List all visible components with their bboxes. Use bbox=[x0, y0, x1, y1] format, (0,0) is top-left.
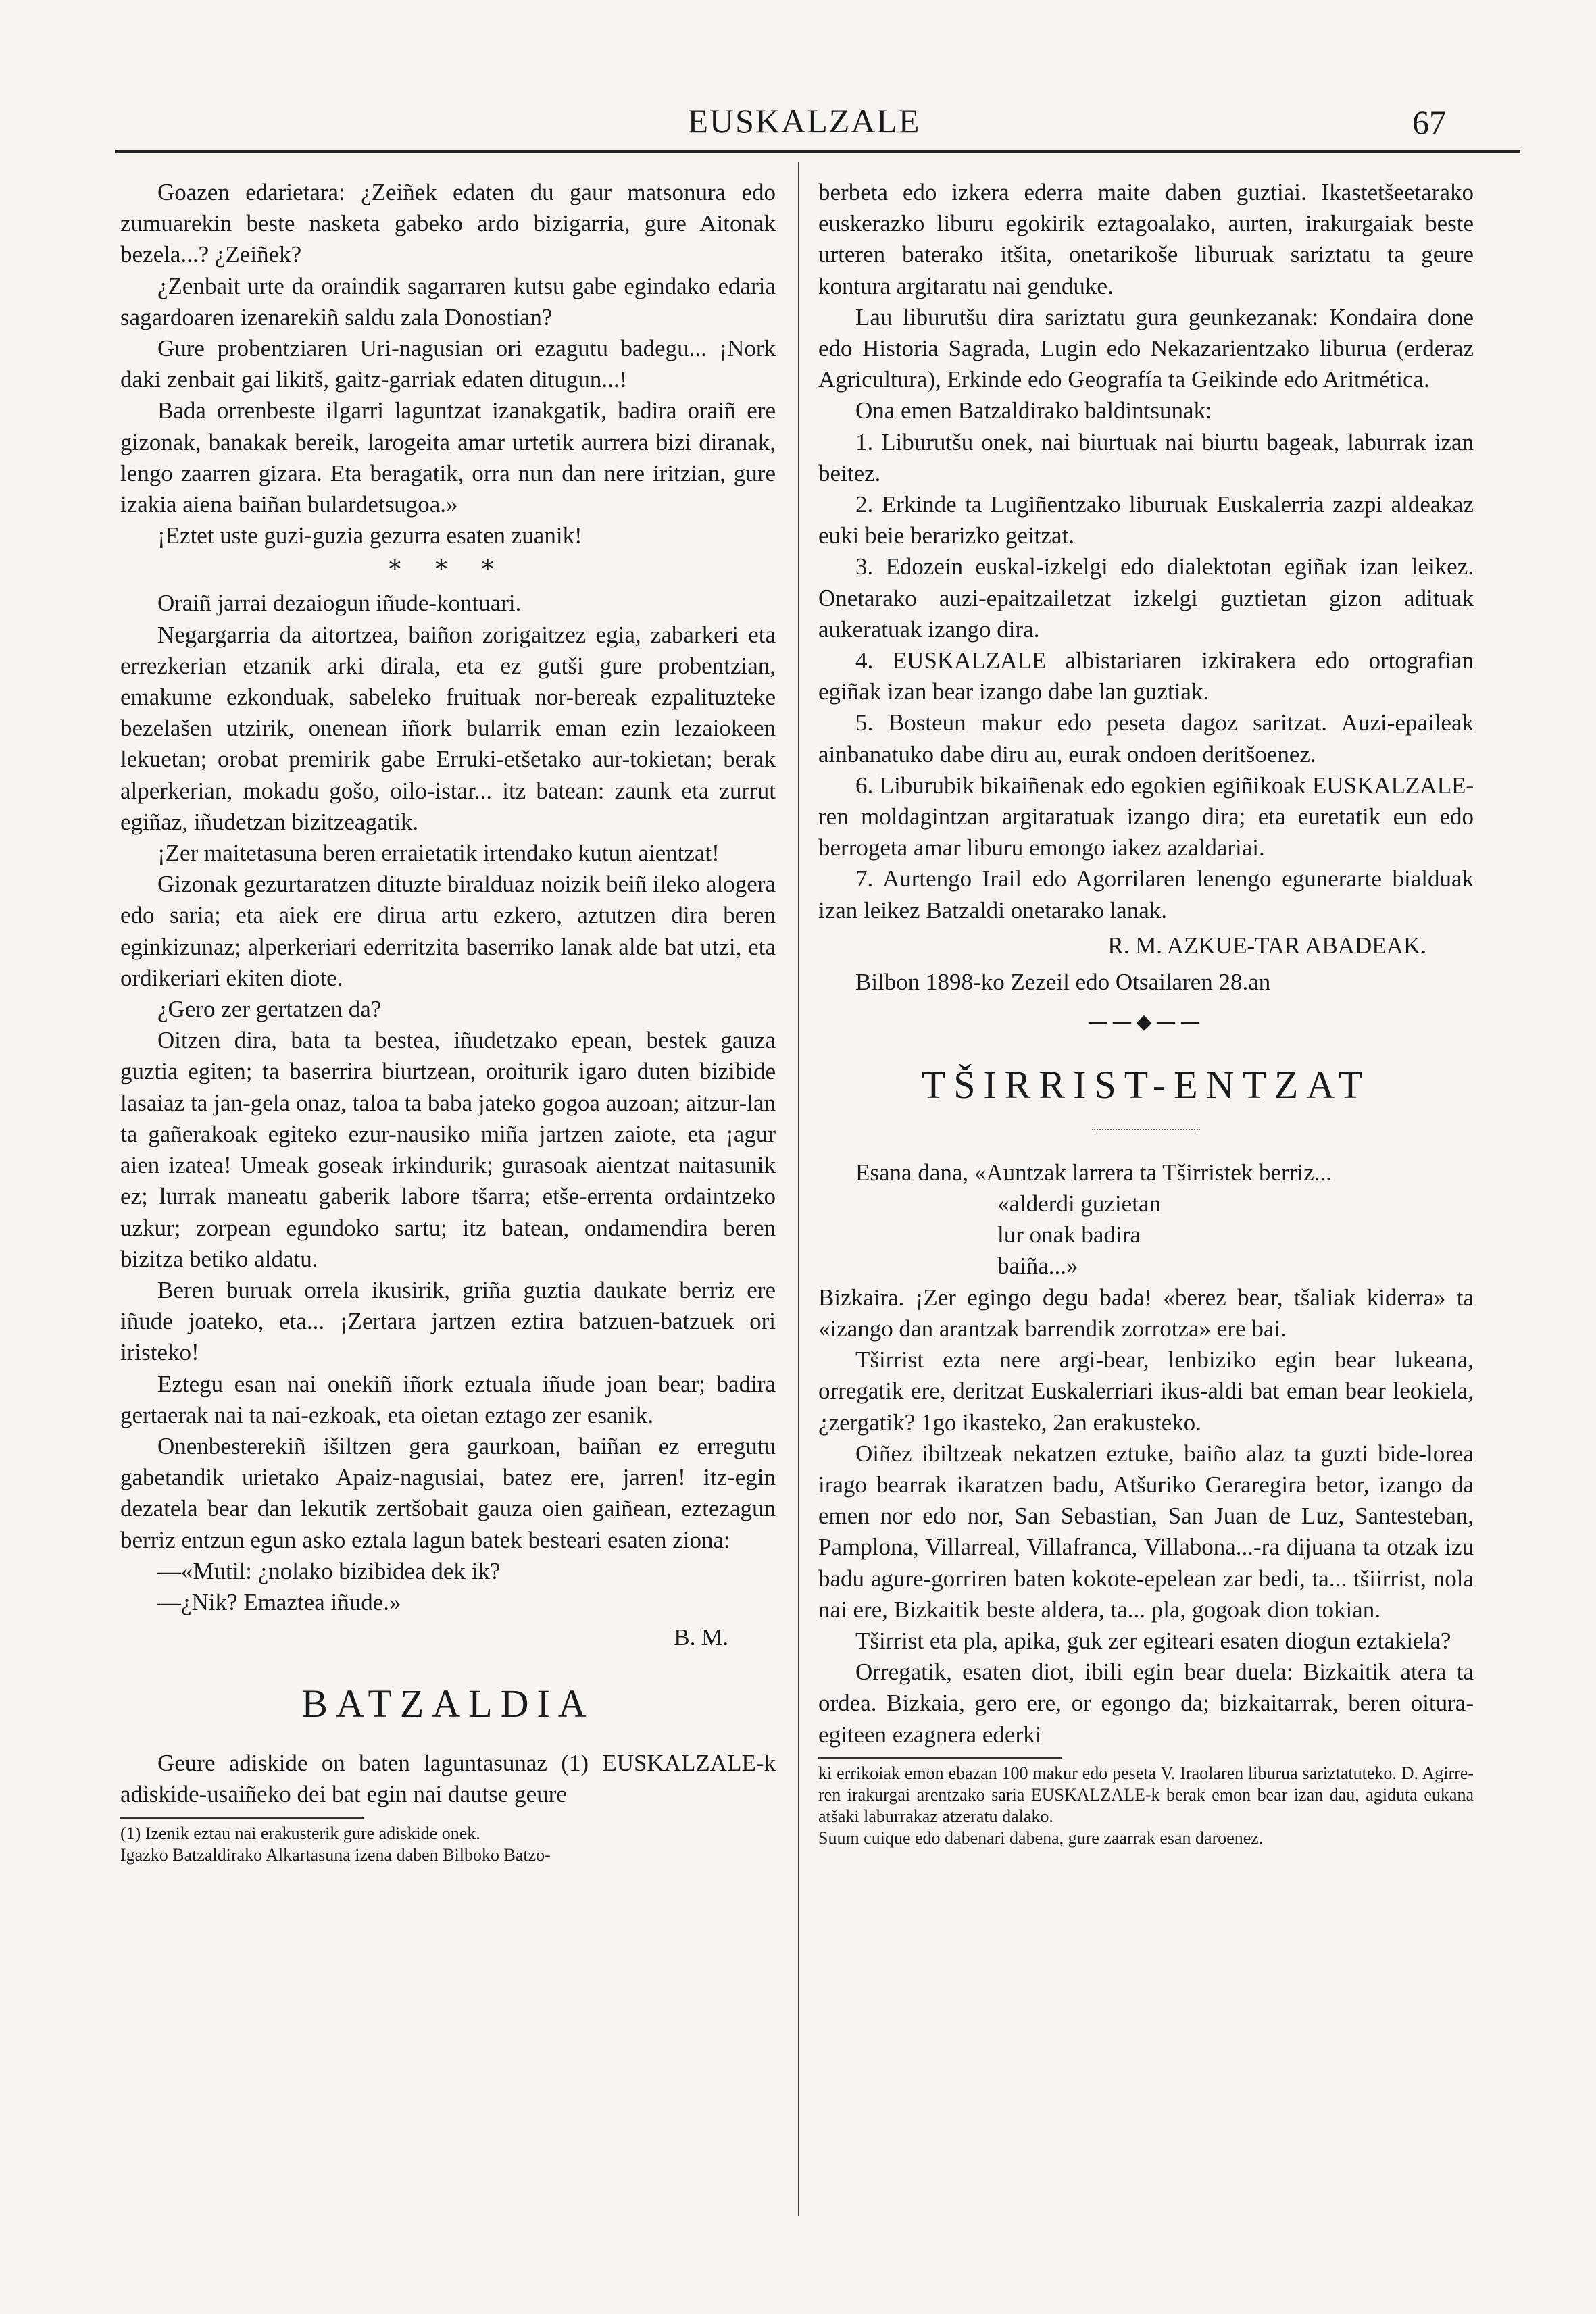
title-underline bbox=[1092, 1129, 1200, 1130]
footnote: Igazko Batzaldirako Alkartasuna izena daben Bilboko Batzo- bbox=[120, 1844, 551, 1865]
paragraph: Esana dana, «Auntzak larrera ta Tširristek berriz... bbox=[855, 1159, 1332, 1186]
paragraph: ¡Eztet uste guzi-guzia gezurra esaten zuanik! bbox=[157, 522, 582, 549]
page-number: 67 bbox=[1412, 103, 1446, 141]
right-column bbox=[818, 177, 1474, 1849]
paragraph: Tširrist ezta nere argi-bear, lenbiziko egin bear lukeana, orregatik ere, deritzat Euskalerriari ikus-aldi bat eman bear leokiela, ¿zergatik? 1go ikasteko, 2an erakusteko. bbox=[818, 1347, 1474, 1436]
paragraph: Bada orrenbeste ilgarri laguntzat izanakgatik, badira oraiñ ere gizonak, banakak bereik, larogeita amar urtetik aurrera bizi diranak, lengo zaarren gizara. Eta beragatik, orra nun dan nere iritzian, gure izakia aiena baiñan bulardetsugoa.» bbox=[120, 397, 776, 518]
footnote: (1) Izenik eztau nai erakusterik gure adiskide onek. bbox=[120, 1823, 480, 1843]
numbered-condition: 1. Liburutšu onek, nai biurtuak nai biurtu bageak, laburrak izan beitez. bbox=[818, 428, 1474, 486]
paragraph: Ona emen Batzaldirako baldintsunak: bbox=[855, 397, 1212, 424]
left-column bbox=[120, 177, 776, 1866]
numbered-condition: 5. Bosteun makur edo peseta dagoz saritzat. Auzi-epaileak ainbanatuko dabe diru au, eurak ondoen deritšoenez. bbox=[818, 709, 1474, 768]
paragraph: berbeta edo izkera ederra maite daben guztiai. Ikastetšeetarako euskerazko liburu egokirik eztagoalako, aurten, irakurgaiak beste urteren baterako itšita, onetarikoše liburuak sariztatu ta geure kontura argitaratu nai genduke. bbox=[818, 179, 1474, 299]
column-divider bbox=[798, 162, 799, 2216]
paragraph: Geure adiskide on baten laguntasunaz (1) EUSKALZALE-k adiskide-usaiñeko dei bat egin nai dautse geure bbox=[120, 1750, 776, 1808]
numbered-condition: 3. Edozein euskal-izkelgi edo dialektotan egiñak izan leikez. Onetarako auzi-epaitzailetzat izkelgi guztietan gizon adituak aukeratuak izango dira. bbox=[818, 553, 1474, 643]
page-header-title: EUSKALZALE bbox=[687, 102, 921, 140]
numbered-condition: 4. EUSKALZALE albistariaren izkirakera edo ortografian egiñak izan bear izango dabe lan guztiak. bbox=[818, 647, 1474, 705]
paragraph: Onenbesterekiñ išiltzen gera gaurkoan, baiñan ez erregutu gabetandik urietako Apaiz-nagusiai, batez ere, jarren! itz-egin dezatela bear dan lekutik zertšobait gauza oien gaiñean, eztezagun berriz entzun egun asko eztala lagun batek besteari esaten ziona: bbox=[120, 1432, 776, 1553]
paragraph: Oiñez ibiltzeak nekatzen eztuke, baiño alaz ta guzti bide-lorea irago bearrak ikaratzen badu, Atšuriko Geraregira betor, izango da emen nor edo nor, San Sebastian, San Juan de Luz, Santesteban, Pamplona, Villarreal, Villafranca, Villabona...-ra dijuana ta otzak izu badu agure-gorriren baten kokote-epelean zar bedi, ta... tšiirrist, nola nai ere, Bizkaitik beste aldera, ta... pla, gogoak dion tokian. bbox=[818, 1440, 1474, 1623]
article-signature: B. M. bbox=[674, 1624, 728, 1651]
paragraph: Beren buruak orrela ikusirik, griña guztia daukate berriz ere iñude joateko, eta... ¡Zertara jartzen eztira batzuen-batzuek ori iristeko! bbox=[120, 1276, 776, 1366]
paragraph: Negargarria da aitortzea, baiñon zorigaitzez egia, zabarkeri eta errezkerian etzanik arki dirala, eta ez gutši gure probentzian, emakume ezkonduak, sabeleko fruituak nor-bereak ezpalituzteke bezelašen utzirik, onenean iñork bularrik eman ezin lezaiokeen lekuetan; orobat premirik gabe Erruki-etšetako aur-tokietan; berak alperkerian, mokadu gošo, oilo-istar... itz batean: zaunk eta zurrut egiñaz, iñudetzan bizitzeagatik. bbox=[120, 621, 776, 835]
paragraph: Eztegu esan nai onekiñ iñork eztuala iñude joan bear; badira gertaerak nai ta nai-ezkoak, eta oietan eztago zer esanik. bbox=[120, 1370, 776, 1428]
paragraph: Orregatik, esaten diot, ibili egin bear duela: Bizkaitik atera ta ordea. Bizkaia, gero ere, or egongo da; bizkaitarrak, beren oitura-egiteen ezagnera ederki bbox=[818, 1659, 1474, 1748]
numbered-condition: 2. Erkinde ta Lugiñentzako liburuak Euskalerria zazpi aldeakaz euki beie berarizko geitzat. bbox=[818, 491, 1474, 549]
footnote-rule bbox=[818, 1757, 1062, 1759]
paragraph: Tširrist eta pla, apika, guk zer egiteari esaten diogun eztakiela? bbox=[855, 1627, 1451, 1654]
paragraph: Goazen edarietara: ¿Zeiñek edaten du gaur matsonura edo zumuarekin beste nasketa gabeko ardo bizigarria, gure Aitonak bezela...? ¿Zeiñek? bbox=[120, 179, 776, 268]
section-title-batzaldia: BATZALDIA bbox=[301, 1682, 595, 1726]
paragraph: Oraiñ jarrai dezaiogun iñude-kontuari. bbox=[157, 590, 522, 617]
section-title-tsirrist: TŠIRRIST-ENTZAT bbox=[921, 1062, 1371, 1107]
ornament-divider: ——◆—— bbox=[1087, 1009, 1205, 1034]
paragraph: ¿Gero zer gertatzen da? bbox=[157, 996, 382, 1023]
verse-line: baiña...» bbox=[997, 1253, 1078, 1280]
dialogue-line: —¿Nik? Emaztea iñude.» bbox=[157, 1588, 401, 1615]
paragraph: Gure probentziaren Uri-nagusian ori ezagutu badegu... ¡Nork daki zenbait gai likitš, gaitz-garriak edaten ditugun...! bbox=[120, 335, 776, 393]
article-signature: R. M. AZKUE-TAR ABADEAK. bbox=[1107, 932, 1426, 959]
numbered-condition: 6. Liburubik bikaiñenak edo egokien egiñikoak EUSKALZALE-ren moldagintzan argitaratuak izango dira; eta euretatik eun edo berrogeta amar liburu emongo iakez azaldariai. bbox=[818, 772, 1474, 861]
paragraph: Bizkaira. ¡Zer egingo degu bada! «berez bear, tšaliak kiderra» ta «izango dan arantzak barrendik zorrotza» ere bai. bbox=[818, 1284, 1474, 1342]
section-break-asterism: * * * bbox=[389, 556, 507, 584]
footnote: Suum cuique edo dabenari dabena, gure zaarrak esan daroenez. bbox=[818, 1828, 1264, 1848]
paragraph: Gizonak gezurtaratzen dituzte biralduaz noizik beiñ ileko alogera edo saria; eta aiek ere dirua artu ezkero, aztutzen dira beren eginkizunaz; alperkeriari ederritzita baserriko lanak alde bat utzi, eta ordikeriari ekiten diote. bbox=[120, 871, 776, 991]
paragraph: Oitzen dira, bata ta bestea, iñudetzako epean, bestek gauza guztia egiten; ta baserrira biurtzean, oroiturik igaro duten bizibide lasaiaz ta jan-gela onaz, taloa ta baba jateko gogoa auzoan; aitzur-lan ta gañerakoak egiteko ezur-nausiko miña jartzen zaiote, eta ¡agur aien izatea! Umeak goseak irkindurik; gurasoak aientzat naitasunik ez; lurrak maneatu gaberik labore tšarra; etše-errenta ordaintzeko uzkur; zorpean egundoko sartu; itz batean, ondamendira beren bizitza betiko aldatu. bbox=[120, 1027, 776, 1272]
verse-line: «alderdi guzietan bbox=[997, 1190, 1161, 1217]
paragraph: ¡Zer maitetasuna beren erraietatik irtendako kutun aientzat! bbox=[157, 840, 720, 867]
header-rule bbox=[115, 150, 1520, 153]
footnote-rule bbox=[120, 1817, 364, 1819]
dialogue-line: —«Mutil: ¿nolako bizibidea dek ik? bbox=[157, 1557, 501, 1584]
verse-line: lur onak badira bbox=[997, 1222, 1141, 1249]
paragraph: ¿Zenbait urte da oraindik sagarraren kutsu gabe egindako edaria sagardoaren izenarekiñ saldu zala Donostian? bbox=[120, 272, 776, 330]
dateline: Bilbon 1898-ko Zezeil edo Otsailaren 28.an bbox=[855, 968, 1271, 995]
footnote: ki errikoiak emon ebazan 100 makur edo peseta V. Iraolaren liburua sariztatuteko. D. Agirre-ren irakurgai arentzako saria EUSKALZALE-k berak emon bear izan dau, agiduta eukana atšaki laburrakaz atzeratu dalako. bbox=[818, 1763, 1474, 1826]
paragraph: Lau liburutšu dira sariztatu gura geunkezanak: Kondaira done edo Historia Sagrada, Lugin edo Nekazarientzako liburua (erderaz Agricultura), Erkinde edo Geografía ta Geikinde edo Aritmética. bbox=[818, 303, 1474, 393]
numbered-condition: 7. Aurtengo Irail edo Agorrilaren lenengo egunerarte bialduak izan leikez Batzaldi onetarako lanak. bbox=[818, 865, 1474, 924]
